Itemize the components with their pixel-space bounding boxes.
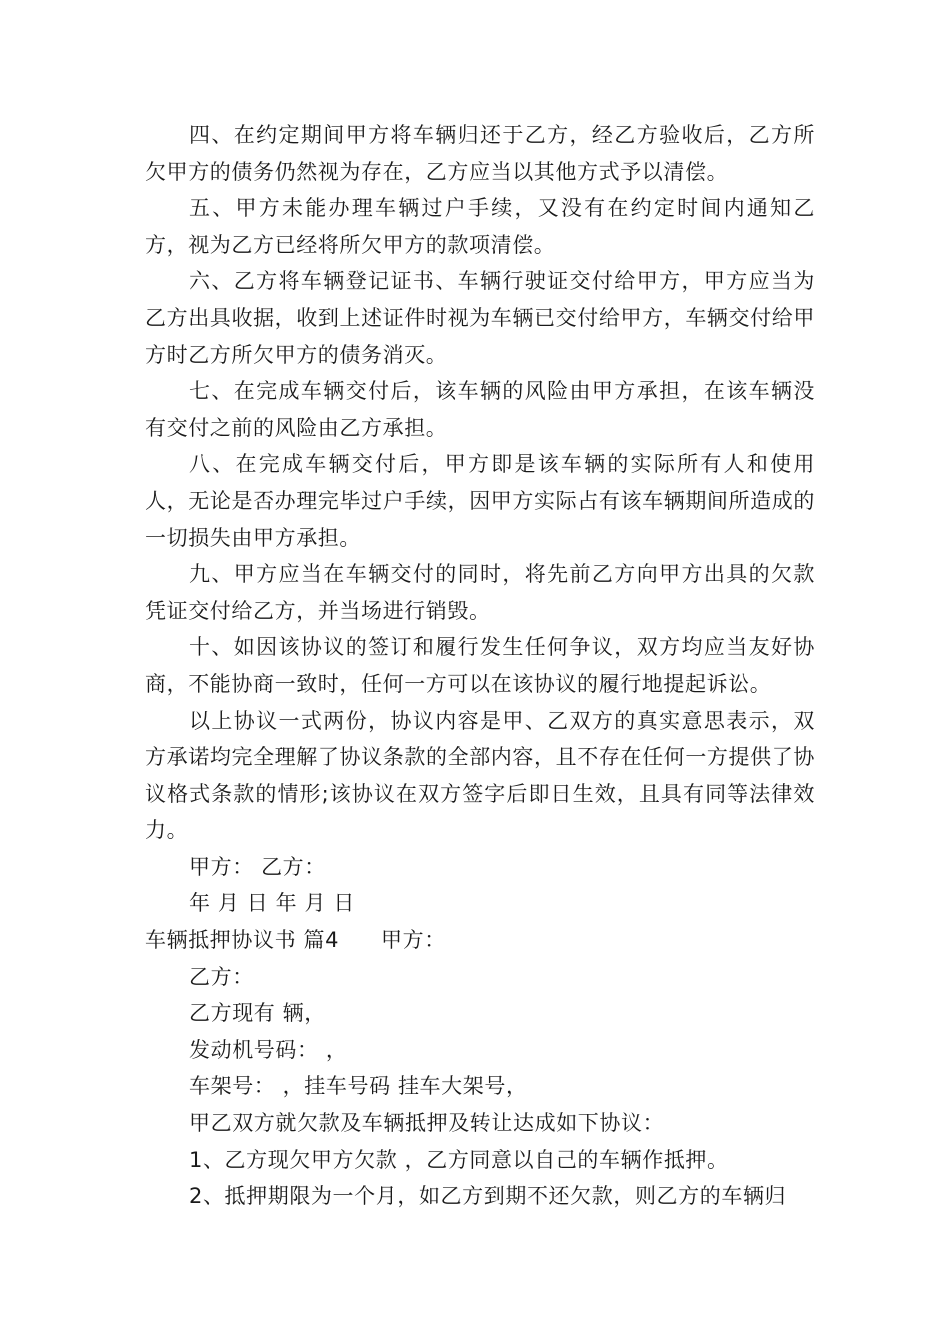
closing-statement: 以上协议一式两份，协议内容是甲、乙双方的真实意思表示，双方承诺均完全理解了协议条款的全部内容，且不存在任何一方提供了协议格式条款的情形;该协议在双方签字后即日生效，且具有同等法律效力。: [145, 708, 815, 843]
signature-parties: 甲方： 乙方：: [189, 854, 326, 879]
clause-6: 六、乙方将车辆登记证书、车辆行驶证交付给甲方，甲方应当为乙方出具收据，收到上述证件时视为车辆已交付给甲方，车辆交付给甲方时乙方所欠甲方的债务消灭。: [145, 269, 815, 367]
frame-number-line: 车架号： ，挂车号码 挂车大架号，: [189, 1074, 528, 1099]
clause-8: 八、在完成车辆交付后，甲方即是该车辆的实际所有人和使用人，无论是否办理完毕过户手续，因甲方实际占有该车辆期间所造成的一切损失由甲方承担。: [145, 452, 815, 550]
party-b-line: 乙方：: [189, 964, 254, 989]
signature-dates: 年 月 日 年 月 日: [189, 891, 355, 916]
clause-4: 四、在约定期间甲方将车辆归还于乙方，经乙方验收后，乙方所欠甲方的债务仍然视为存在，乙方应当以其他方式予以清偿。: [145, 123, 815, 184]
section-4-title: 车辆抵押协议书 篇4: [145, 928, 340, 953]
clause-5: 五、甲方未能办理车辆过户手续，又没有在约定时间内通知乙方，视为乙方已经将所欠甲方的款项清偿。: [145, 196, 815, 257]
term-1: 1、乙方现欠甲方欠款 ，乙方同意以自己的车辆作抵押。: [189, 1147, 729, 1172]
clause-9: 九、甲方应当在车辆交付的同时，将先前乙方向甲方出具的欠款凭证交付给乙方，并当场进行销毁。: [145, 562, 815, 623]
document-body: [145, 117, 815, 1215]
clause-10: 十、如因该协议的签订和履行发生任何争议，双方均应当友好协商，不能协商一致时，任何一方可以在该协议的履行地提起诉讼。: [145, 635, 815, 696]
section-4-party-a: 甲方：: [381, 928, 446, 953]
engine-number-line: 发动机号码： ，: [189, 1037, 348, 1062]
agreement-intro-line: 甲乙双方就欠款及车辆抵押及转让达成如下协议：: [189, 1111, 665, 1136]
clause-7: 七、在完成车辆交付后，该车辆的风险由甲方承担，在该车辆没有交付之前的风险由乙方承担。: [145, 379, 815, 440]
section-4-header: [145, 922, 815, 959]
term-2: 2、抵押期限为一个月，如乙方到期不还欠款，则乙方的车辆归: [189, 1184, 787, 1209]
vehicle-count-line: 乙方现有 辆，: [189, 1001, 326, 1026]
